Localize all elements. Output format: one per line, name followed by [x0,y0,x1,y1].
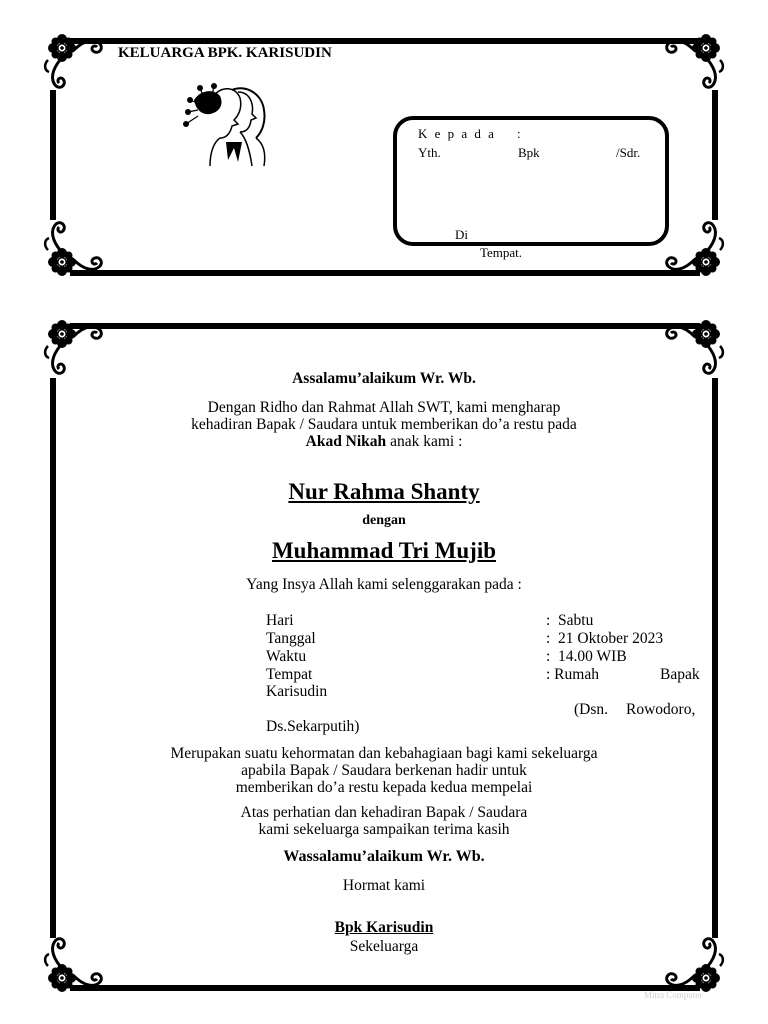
family-title: KELUARGA BPK. KARISUDIN [118,45,332,61]
envelope-border-right [712,90,718,220]
invitation-border-top [70,323,700,329]
envelope-border-bottom [70,270,700,276]
akad-nikah-label: Akad Nikah [305,433,387,450]
corner-ornament-icon [662,220,728,280]
connector-dengan: dengan [362,513,406,528]
waktu-value: : 14.00 WIB [546,648,627,665]
signer-name: Bpk Karisudin [334,919,434,936]
tempat-label: Tempat. [480,245,523,260]
hari-value: : Sabtu [546,612,594,629]
closing-line-3: memberikan do’a restu kepada kedua mempelai [235,779,533,796]
hari-label: Hari [266,612,294,629]
bride-name: Nur Rahma Shanty [288,479,480,504]
address-part-1: (Dsn. [574,701,609,718]
groom-name: Muhammad Tri Mujib [271,538,497,563]
greeting: Assalamu’alaikum Wr. Wb. [292,370,476,387]
thanks-line-2: kami sekeluarga sampaikan terima kasih [258,821,510,838]
di-label: Di [455,227,468,242]
closing-line-2: apabila Bapak / Saudara berkenan hadir untuk [241,762,527,779]
corner-ornament-icon [40,316,106,376]
kepada-label: K e p a d a : [418,126,523,141]
corner-ornament-icon [662,316,728,376]
envelope-border-top [70,38,700,44]
address-part-2: Rowodoro, [626,701,696,718]
tempat-label: Tempat [266,666,313,683]
watermark: Mitra Computer [644,990,703,1000]
tempat-value-2: Bapak [660,666,700,683]
tempat-continuation: Karisudin [266,683,328,700]
invitation-border-bottom [70,985,700,991]
farewell: Wassalamu’alaikum Wr. Wb. [283,848,485,865]
signer-suffix: Sekeluarga [349,938,419,955]
corner-ornament-icon [40,220,106,280]
regards: Hormat kami [342,877,426,894]
intro-line-1: Dengan Ridho dan Rahmat Allah SWT, kami mengharap [207,399,561,416]
tanggal-value: : 21 Oktober 2023 [546,630,664,647]
corner-ornament-icon [662,30,728,90]
bpk-label: Bpk [518,145,540,160]
thanks-line-1: Atas perhatian dan kehadiran Bapak / Saudara [240,804,528,821]
sdr-label: /Sdr. [616,145,641,160]
corner-ornament-icon [40,30,106,90]
yth-label: Yth. [418,145,441,160]
envelope-border-left [50,90,56,220]
closing-line-1: Merupakan suatu kehormatan dan kebahagiaan bagi kami sekeluarga [170,745,598,762]
intro-line-3-rest: anak kami : [386,433,463,450]
schedule-intro: Yang Insya Allah kami selenggarakan pada : [246,576,522,593]
intro-line-3 [0,433,768,450]
intro-line-2: kehadiran Bapak / Saudara untuk memberikan do’a restu pada [191,416,577,433]
address-continuation: Ds.Sekarputih) [266,718,360,735]
tanggal-label: Tanggal [266,630,316,647]
bride-groom-illustration-icon [180,82,275,172]
waktu-label: Waktu [266,648,307,665]
tempat-value-1: : Rumah [546,666,599,683]
